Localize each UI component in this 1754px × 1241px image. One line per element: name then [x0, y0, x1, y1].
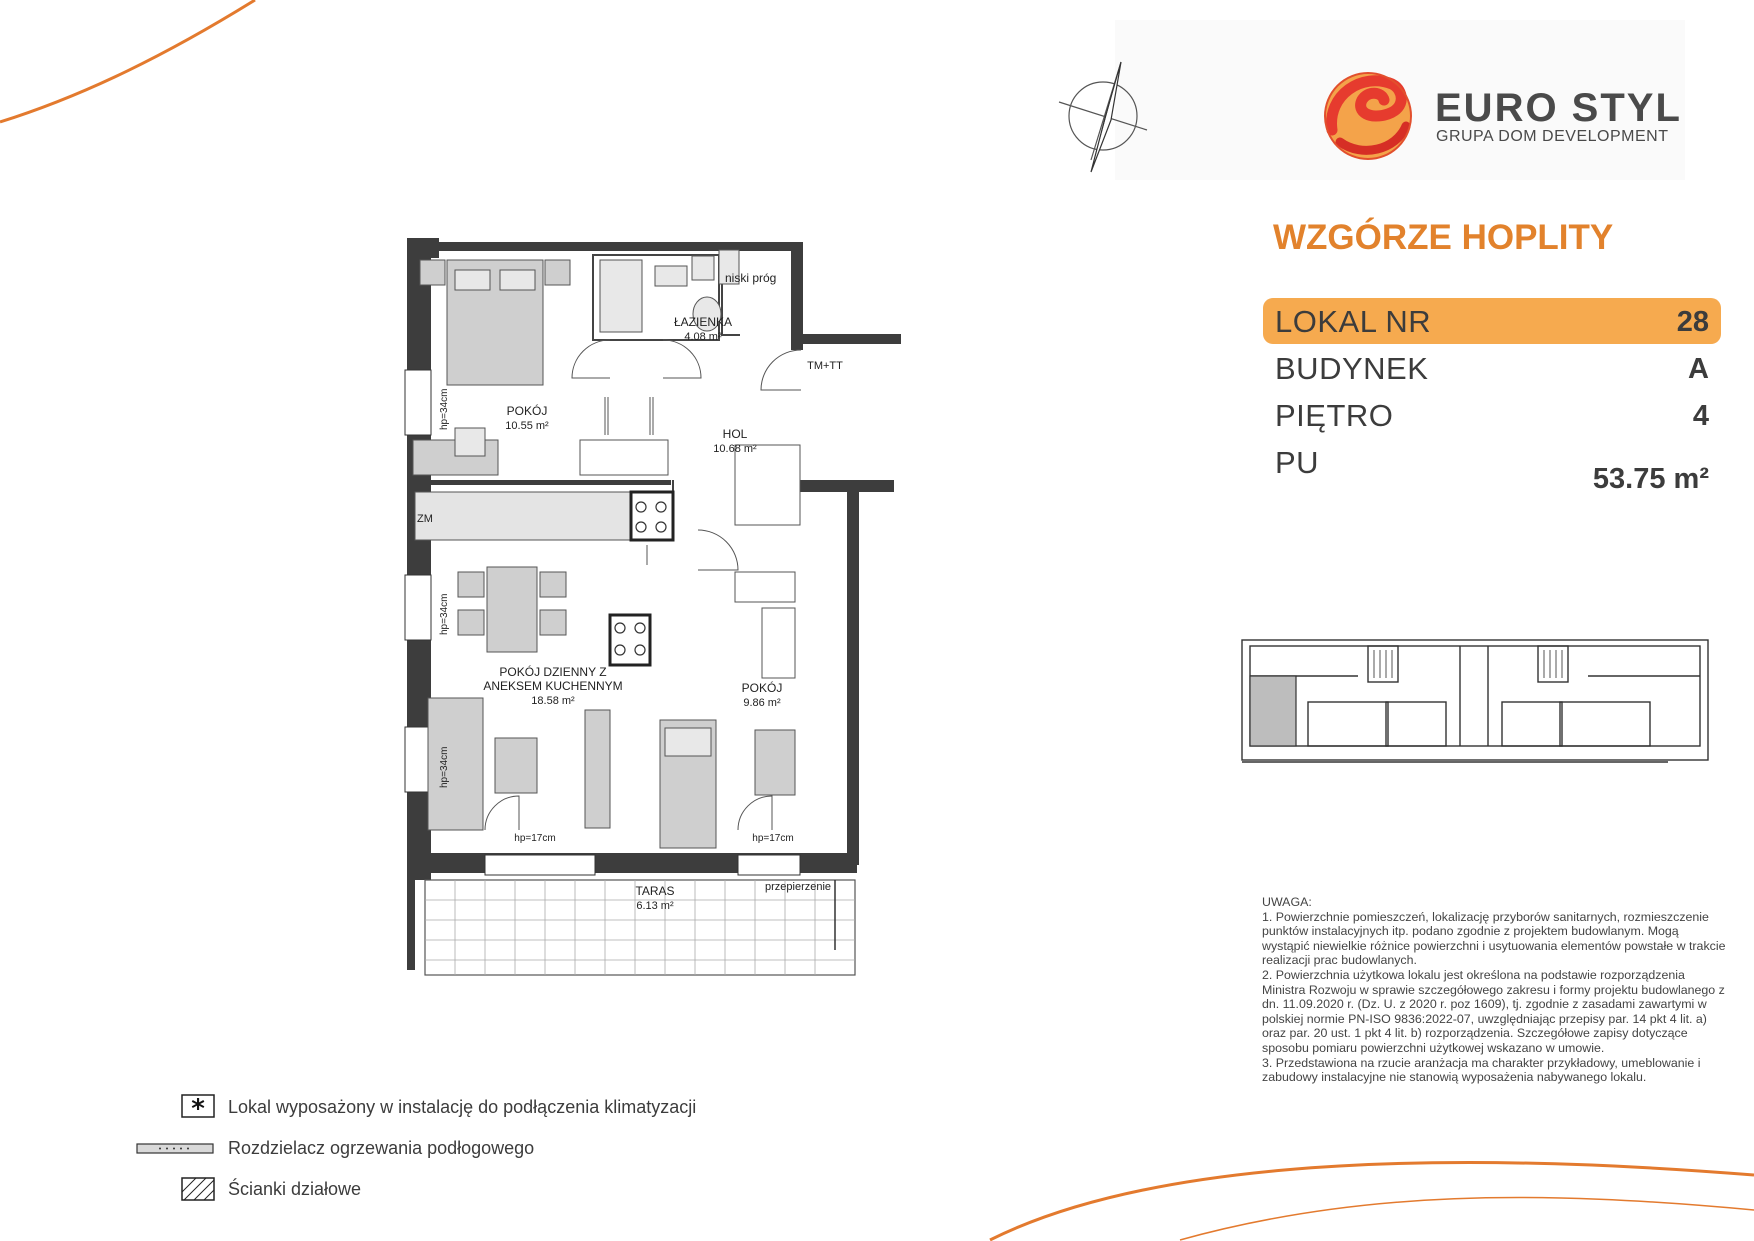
notes-heading: UWAGA:: [1262, 895, 1312, 909]
brand-name: EURO STYL: [1435, 86, 1682, 130]
info-row-pu: [1263, 439, 1721, 495]
room-name-hol: HOL: [722, 427, 748, 441]
label-hp34-2: hp=34cm: [439, 593, 450, 635]
lokal-label: LOKAL NR: [1275, 304, 1432, 339]
brand-tagline: GRUPA DOM DEVELOPMENT: [1436, 128, 1669, 145]
lokal-value: 28: [1676, 306, 1709, 338]
note-item: 3. Przedstawiona na rzucie aranżacja ma charakter przykładowy, umeblowanie i zabudowy instalacyjne nie stanowią wyposażenia nabywanego lokalu.: [1262, 1055, 1701, 1085]
svg-text:*: *: [191, 1094, 205, 1123]
room-name-dzienny-2: ANEKSEM KUCHENNYM: [483, 679, 623, 693]
pietro-value: 4: [1692, 400, 1709, 432]
room-area-pokoj-2: 9.86 m²: [743, 697, 781, 709]
hatched-box-icon: [135, 1175, 215, 1205]
asterisk-box-icon: [135, 1093, 215, 1123]
building-key-plan: [1238, 636, 1712, 770]
label-zm: ZM: [417, 513, 433, 525]
pu-value: 53.75 m²: [1592, 463, 1709, 495]
note-item: 1. Powierzchnie pomieszczeń, lokalizację przyborów sanitarnych, rozmieszczenie punktów instalacyjnych itp. podano zgodnie z projektem budowlanym. Mogą wystąpić niewielkie różnice powierzchni i usytuowania elementów powstałe w trakcie realizacji prac budowlanych.: [1262, 909, 1726, 968]
euro-styl-logo-icon: [1322, 70, 1414, 162]
info-row-pietro: [1263, 392, 1721, 438]
note-item: 2. Powierzchnia użytkowa lokalu jest określona na podstawie rozporządzenia Ministra Rozwoju w sprawie szczegółowego zakresu i formy projektu budowlanego z dn. 11.09.2020 r. (Dz. U. z 2020 r. poz 1609), tj. zgodnie z zasadami zawartymi w polskiej normie PN-ISO 9836:2022-07, uwzględniając przepisy par. 14 pkt 4 lit. a) oraz par. 20 ust. 1 pkt 4 lit. b) rozporządzenia. Szczegółowe zapisy dotyczące sposobu pomiaru powierzchni użytkowej wskazano w umowie.: [1262, 967, 1725, 1055]
legend-text: Ścianki działowe: [228, 1179, 362, 1199]
room-name-lazienka: ŁAZIENKA: [673, 315, 733, 329]
room-area-taras: 6.13 m²: [636, 900, 674, 912]
label-hp17-left: hp=17cm: [514, 833, 556, 844]
label-niski-prog: niski próg: [725, 271, 777, 285]
label-tm-tt: TM+TT: [807, 360, 843, 372]
room-name-pokoj-1: POKÓJ: [506, 404, 548, 418]
info-row-lokal: [1263, 298, 1721, 344]
legend-text: Lokal wyposażony w instalację do podłączenia klimatyzacji: [228, 1097, 697, 1117]
project-title: WZGÓRZE HOPLITY: [1273, 218, 1614, 257]
label-hp17-right: hp=17cm: [752, 833, 794, 844]
decorative-arc-top: [0, 0, 270, 130]
pu-label: PU: [1275, 445, 1320, 480]
room-area-lazienka: 4.08 m²: [684, 331, 722, 343]
label-hp34-3: hp=34cm: [439, 746, 450, 788]
room-name-pokoj-2: POKÓJ: [741, 681, 783, 695]
label-hp34-1: hp=34cm: [439, 388, 450, 430]
heating-distributor-icon: [135, 1134, 215, 1164]
room-name-dzienny-1: POKÓJ DZIENNY Z: [499, 665, 607, 679]
room-area-pokoj-1: 10.55 m²: [505, 420, 549, 432]
label-przepierzenie: przepierzenie: [765, 881, 832, 893]
room-area-hol: 10.68 m²: [713, 443, 757, 455]
floor-plan: [395, 230, 915, 980]
notes-block: [1262, 895, 1727, 1085]
room-name-taras: TARAS: [635, 884, 675, 898]
north-compass-icon: [1055, 60, 1155, 180]
pietro-label: PIĘTRO: [1275, 398, 1394, 433]
legend-text: Rozdzielacz ogrzewania podłogowego: [228, 1138, 535, 1158]
info-row-budynek: [1263, 345, 1721, 391]
room-area-dzienny: 18.58 m²: [531, 695, 575, 707]
decorative-arc-bottom: [980, 1150, 1754, 1241]
budynek-label: BUDYNEK: [1275, 351, 1429, 386]
budynek-value: A: [1688, 353, 1709, 385]
